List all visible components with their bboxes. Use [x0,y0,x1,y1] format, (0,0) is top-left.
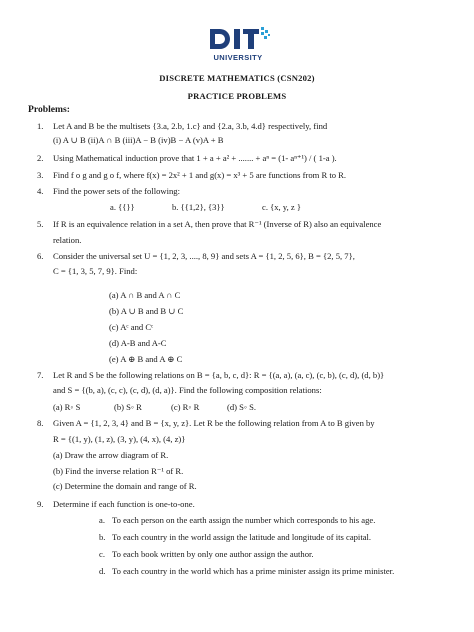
problem-text-continued: R = {(1, y), (1, z), (3, y), (4, x), (4, z)} [53,434,186,444]
problem-text: Let R and S be the following relations on B = {a, b, c, d}: R = {(a, a), (a, c), (c, b), (c, d), (d, b)} [53,370,385,380]
problem-number: 2. [37,153,44,163]
problems-heading: Problems: [28,104,70,115]
problem-number: 4. [37,186,44,196]
problem-text: Using Mathematical induction prove that 1 + a + a² + ....... + aⁿ = (1- aⁿ⁺¹) / ( 1-a ). [53,153,337,163]
problem-text: Find f o g and g o f, where f(x) = 2x² + 1 and g(x) = x³ + 5 are functions from R to R. [53,170,347,180]
problem-number: 5. [37,219,44,229]
option: a. {{}} [110,202,135,212]
problem-text: Let A and B be the multisets {3.a, 2.b, 1.c} and {2.a, 3.b, 4.d} respectively, find [53,121,328,131]
problem-number: 1. [37,121,44,131]
problem-text: Determine if each function is one-to-one. [53,499,195,509]
option: (c) R◦ R [171,402,200,412]
problem-text: Find the power sets of the following: [53,186,180,196]
problem-text-continued: relation. [53,235,82,245]
problem-text: Given A = {1, 2, 3, 4} and B = {x, y, z}. Let R be the following relation from A to B given by [53,418,375,428]
option: (d) S◦ S. [227,402,257,412]
problem-text-continued: and S = {(b, a), (c, c), (c, d), (d, a)}. Find the following composition relations: [53,385,322,395]
option: (a) R◦ S [53,402,81,412]
logo-subtitle: UNIVERSITY [213,53,263,62]
problem-number: 9. [37,499,44,509]
dit-logo-mark [206,26,272,56]
problem-number: 8. [37,418,44,428]
problem-number: 6. [37,251,44,261]
option: c. {x, y, z } [262,202,301,212]
problem-text: Consider the universal set U = {1, 2, 3, ...., 8, 9} and sets A = {1, 2, 5, 6}, B = {2, 5, 7}, [53,251,355,261]
problem-text: If R is an equivalence relation in a set A, then prove that R⁻¹ (Inverse of R) also an equivalence [53,219,382,229]
problem-number: 3. [37,170,44,180]
problem-text-continued: C = {1, 3, 5, 7, 9}. Find: [53,266,138,276]
problem-number: 7. [37,370,44,380]
document-subtitle: PRACTICE PROBLEMS [187,91,287,101]
option: b. {{1,2}, {3}} [172,202,225,212]
problem-subtext: (i) A ∪ B (ii)A ∩ B (iii)A − B (iv)B − A (v)A + B [53,135,224,145]
document-title: DISCRETE MATHEMATICS (CSN202) [159,73,315,83]
university-logo [206,26,272,68]
option: (b) S◦ R [114,402,142,412]
document-page: UNIVERSITY DISCRETE MATHEMATICS (CSN202) PRACTICE PROBLEMS Problems: 1. Let A and B be the multisets {3.a, 2.b, 1.c} and {2.a, 3.b, 4.d} respectively, find (i) A ∪ B (ii)A ∩ B (iii)A − B (iv)B − A (v)A + B 2. Using Mathematical induction prove that 1 + a + a² + ....... + aⁿ = (1- aⁿ⁺¹) / ( 1-a ). 3. Find f o g and g o f, where f(x) = 2x² + 1 and g(x) = x³ + 5 are functions from R to R. 4. Find the power sets of the following: a. {{}} b. {{1,2}, {3}} c. {x, y, z } 5. If R is an equivalence relation in a set A, then prove that R⁻¹ (Inverse of R) also an equivalence relation. 6. Consider the universal set U = {1, 2, 3, ...., 8, 9} and sets A = {1, 2, 5, 6}, B = {2, 5, 7}, C = {1, 3, 5, 7, 9}. Find: (a) A ∩ B and A ∩ C (b) A ∪ B and B ∪ C (c) Aᶜ and Cᶜ (d) A-B and A-C (e) A ⊕ B and A ⊕ C 7. Let R and S be the following relations on B = {a, b, c, d}: R = {(a, a), (a, c), (c, b), (c, d), (d, b)} and S = {(b, a), (c, c), (c, d), (d, a)}. Find the following composition relations: (a) R◦ S (b) S◦ R (c) R◦ R (d) S◦ S. 8. Given A = {1, 2, 3, 4} and B = {x, y, z}. Let R be the following relation from A to B given by R = {(1, y), (1, z), (3, y), (4, x), (4, z)} (a) Draw the arrow diagram of R. (b) Find the inverse relation R⁻¹ of R. (c) Determine the domain and range of R. 9. Determine if each function is one-to-one. a. To each person on the earth assign the number which corresponds to his age. b. To each country in the world assign the latitude and longitude of its capital. c. To each book written by only one author assign the author. d. To each country in the world which has a prime minister assign its prime minister. [0,0,474,632]
